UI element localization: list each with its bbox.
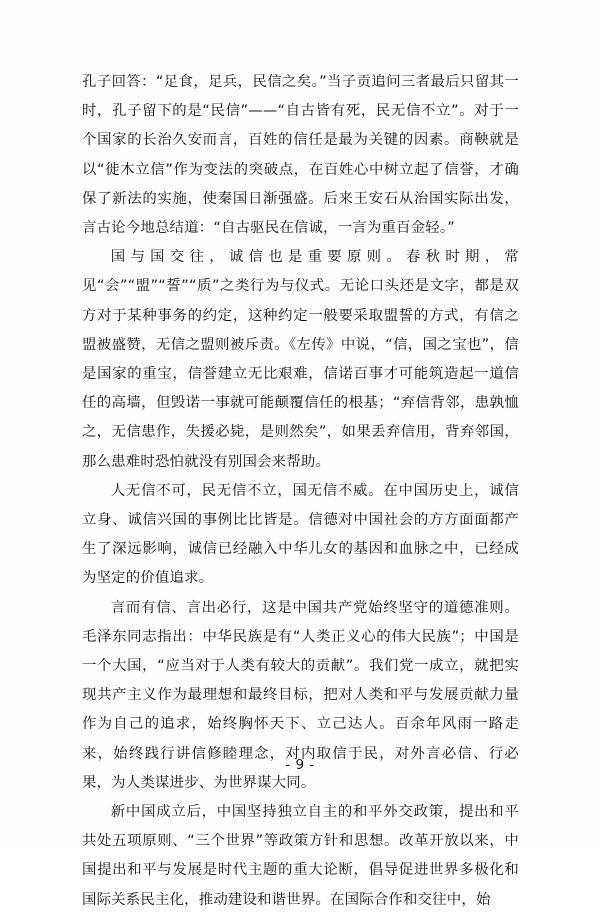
paragraph: 新中国成立后，中国坚持独立自主的和平外交政策，提出和平共处五项原则、“三个世界”等政策方针和思想。改革开放以来，中国提出和平与发展是时代主题的重大论断，倡导促进世界多极化和国际关系民主化，推动建设和谐世界。在国际合作和交往中，始 — [82, 804, 519, 908]
page-text-body — [82, 68, 519, 915]
page-number: - 9 - — [285, 757, 315, 773]
paragraph: 言而有信、言出必行，这是中国共产党始终坚守的道德准则。毛泽东同志指出：中华民族是有“人类正义心的伟大民族”；中国是一个大国，“应当对于人类有较大的贡献”。我们党一成立，就把实现共产主义作为最理想和最终目标，把对人类和平与发展贡献力量作为自己的追求，始终胸怀天下、立己达人。百余年风雨一路走来，始终践行讲信修睦理念，对内取信于民，对外言必信、行必果，为人类谋进步、为世界谋大同。 — [82, 599, 519, 791]
paragraph: 人无信不可，民无信不立，国无信不威。在中国历史上，诚信立身、诚信兴国的事例比比皆是。信德对中国社会的方方面面都产生了深远影响，诚信已经融入中华儿女的基因和血脉之中，已经成为坚定的价值追求。 — [82, 482, 519, 587]
paragraph: 国与国交往，诚信也是重要原则。春秋时期，常见“会”“盟”“誓”“质”之类行为与仪式。无论口头还是文字，都是双方对于某种事务的约定，这种约定一般要采取盟誓的方式，有信之盟被盛赞，无信之盟则被斥责。《左传》中说，“信，国之宝也”，信是国家的重宝，信誉建立无比艰难，信诺百事才可能筑造起一道信任的高墙，但毁诺一事就可能颠覆信任的根基；“弃信背邻，患孰恤之，无信患作，失援必毙，是则然矣”，如果丢弃信用，背弃邻国，那么患难时恐怕就没有别国会来帮助。 — [82, 249, 519, 470]
paragraph: 孔子回答：“足食，足兵，民信之矣。”当子贡追问三者最后只留其一时，孔子留下的是“民信”——“自古皆有死，民无信不立”。对于一个国家的长治久安而言，百姓的信任是最为关键的因素。商鞅就是以“徙木立信”作为变法的突破点，在百姓心中树立起了信誉，才确保了新法的实施，使秦国日渐强盛。后来王安石从治国实际出发，言古论今地总结道：“自古驱民在信诚，一言为重百金轻。” — [82, 74, 519, 237]
